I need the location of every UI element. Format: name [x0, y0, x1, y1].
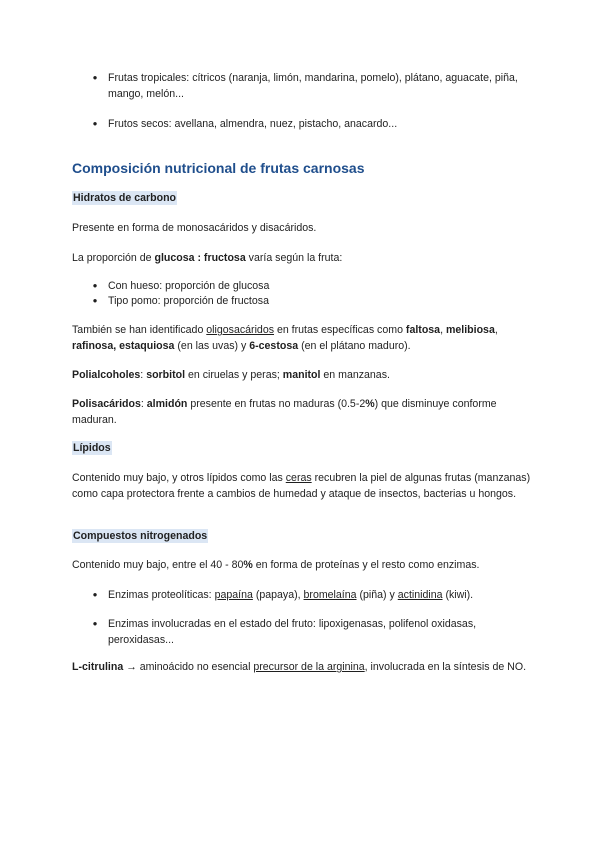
list-item: ● Con hueso: proporción de glucosa	[90, 278, 530, 294]
bullet-icon: ●	[92, 296, 98, 305]
list-item: ● Tipo pomo: proporción de fructosa	[90, 293, 530, 309]
carbs-paragraph-2: La proporción de glucosa : fructosa varía según la fruta:	[72, 252, 343, 264]
carbs-heading: Hidratos de carbono	[73, 192, 177, 204]
carbs-paragraph-4: Polialcoholes: sorbitol en ciruelas y peras; manitol en manzanas.	[72, 369, 390, 381]
carbs-paragraph-5: Polisacáridos: almidón presente en frutas no maduras (0.5-2%) que disminuye conforme maduran.	[72, 398, 497, 426]
list-item: ● Enzimas proteolíticas: papaína (papaya), bromelaína (piña) y actinidina (kiwi).	[90, 587, 530, 603]
bullet-icon: ●	[92, 119, 98, 128]
nitro-paragraph-2: L-citrulina → aminoácido no esencial precursor de la arginina, involucrada en la síntesis de NO.	[72, 661, 527, 673]
bullet-icon: ●	[92, 619, 98, 628]
list-item: ● Enzimas involucradas en el estado del fruto: lipoxigenasas, polifenol oxidasas, peroxidasas...	[90, 616, 530, 648]
lipids-paragraph: Contenido muy bajo, y otros lípidos como las ceras recubren la piel de algunas frutas (manzanas) como capa protectora frente a cambios de humedad y ataque de insectos, bacterias u hongos.	[72, 472, 531, 500]
bullet-icon: ●	[92, 590, 98, 599]
list-item: ● Frutos secos: avellana, almendra, nuez, pistacho, anacardo...	[90, 116, 530, 132]
carbs-paragraph-3: También se han identificado oligosacáridos en frutas específicas como faltosa, melibiosa, rafinosa, estaquiosa (en las uvas) y 6-cestosa (en el plátano maduro).	[72, 324, 498, 352]
nitro-paragraph-1: Contenido muy bajo, entre el 40 - 80% en forma de proteínas y el resto como enzimas.	[72, 559, 480, 571]
nitro-heading: Compuestos nitrogenados	[73, 530, 208, 542]
list-item: ● Frutas tropicales: cítricos (naranja, limón, mandarina, pomelo), plátano, aguacate, piña, mango, melón...	[90, 70, 530, 102]
lipids-heading: Lípidos	[73, 442, 111, 454]
section-title: Composición nutricional de frutas carnosas	[72, 160, 365, 176]
bullet-icon: ●	[92, 73, 98, 82]
bullet-icon: ●	[92, 281, 98, 290]
carbs-paragraph-1: Presente en forma de monosacáridos y disacáridos.	[72, 222, 317, 234]
